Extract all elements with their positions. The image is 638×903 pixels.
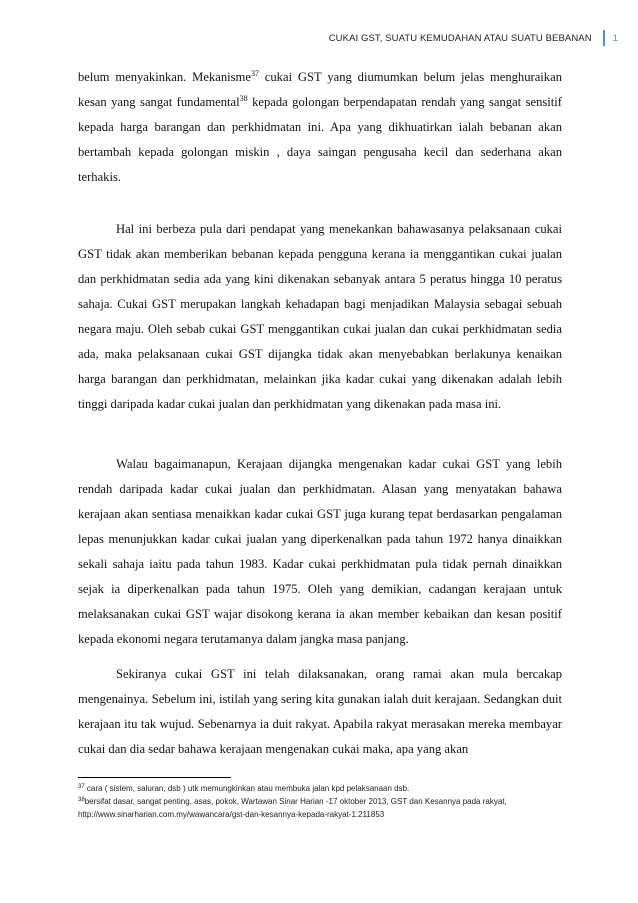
footnote-38 — [78, 795, 562, 821]
paragraph-3 — [78, 452, 562, 652]
paragraph-2 — [78, 217, 562, 417]
paragraph-1-text-b: cukai GST yang diumumkan belum jelas menghuraikan kesan yang sangat fundamental — [78, 70, 562, 109]
paragraph-1-text-a: belum menyakinkan. Mekanisme — [78, 70, 251, 84]
paragraph-3-text: Walau bagaimanapun, Kerajaan dijangka mengenakan kadar cukai GST yang lebih rendah daripada kadar cukai jualan dan perkhidmatan. Alasan yang menyatakan bahawa kerajaan akan sentiasa menaikkan kadar cukai GST juga kurang tepat berdasarkan pengalaman lepas menunjukkan kadar cukai jualan yang diperkenalkan pada tahun 1972 hanya dinaikkan sekali sahaja iaitu pada tahun 1983. Kadar cukai perkhidmatan pula tidak pernah dinaikkan sejak ia diperkenalkan pada tahun 1975. Oleh yang demikian, cadangan kerajaan untuk melaksanakan cukai GST wajar disokong kerana ia akan member kebaikan dan kesan positif kepada ekonomi negara terutamanya dalam jangka masa panjang. — [78, 457, 562, 646]
footnotes — [78, 782, 562, 821]
paragraph-2-text: Hal ini berbeza pula dari pendapat yang menekankan bahawasanya pelaksanaan cukai GST tidak akan memberikan bebanan kepada pengguna kerana ia menggantikan cukai jualan dan perkhidmatan sedia ada yang kini dikenakan sebanyak antara 5 peratus hingga 10 peratus sahaja. Cukai GST merupakan langkah kehadapan bagi menjadikan Malaysia sebagai sebuah negara maju. Oleh sebab cukai GST menggantikan cukai jualan dan cukai perkhidmatan sedia ada, maka pelaksanaan cukai GST dijangka tidak akan menyebabkan berlakunya kenaikan harga barangan dan perkhidmatan, melainkan jika kadar cukai yang dikenakan adalah lebih tinggi daripada kadar cukai jualan dan perkhidmatan yang dikenakan pada masa ini. — [78, 222, 562, 411]
page-number: 1 — [612, 32, 618, 44]
paragraph-4 — [78, 662, 562, 762]
footnote-ref-38[interactable]: 38 — [239, 94, 248, 103]
footnote-number: 38 — [78, 797, 85, 803]
paragraph-4-text: Sekiranya cukai GST ini telah dilaksanakan, orang ramai akan mula bercakap mengenainya. Sebelum ini, istilah yang sering kita gunakan ialah duit kerajaan. Sedangkan duit kerajaan itu tak wujud. Sebenarnya ia duit rakyat. Apabila rakyat merasakan mereka membayar cukai dan dia sedar bahawa kerajaan mengenakan cukai maka, apa yang akan — [78, 667, 562, 756]
footnote-number: 37 — [78, 784, 85, 790]
paragraph-1-text-c: kepada golongan berpendapatan rendah yang sangat sensitif kepada harga barangan dan perkhidmatan ini. Apa yang dikhuatirkan ialah bebanan akan bertambah kepada golongan miskin , daya saingan pengusaha kecil dan sederhana akan terhakis. — [78, 95, 563, 184]
running-header — [329, 30, 618, 46]
footnote-separator — [78, 777, 231, 778]
footnote-text: cara ( sistem, saluran, dsb ) utk memungkinkan atau membuka jalan kpd pelaksanaan dsb. — [84, 784, 410, 793]
footnote-text: bersifat dasar, sangat penting, asas, pokok, Wartawan Sinar Harian -17 oktober 2013, GST dan Kesannya pada rakyat, http://www.sinarharian.com.my/wawancara/gst-dan-kesannya-kepada-rakyat-1.211853 — [78, 797, 507, 819]
header-divider — [603, 30, 605, 46]
footnote-37 — [78, 782, 562, 795]
paragraph-1 — [78, 65, 562, 190]
footnote-ref-37[interactable]: 37 — [250, 69, 259, 78]
header-title: CUKAI GST, SUATU KEMUDAHAN ATAU SUATU BEBANAN — [328, 32, 592, 44]
